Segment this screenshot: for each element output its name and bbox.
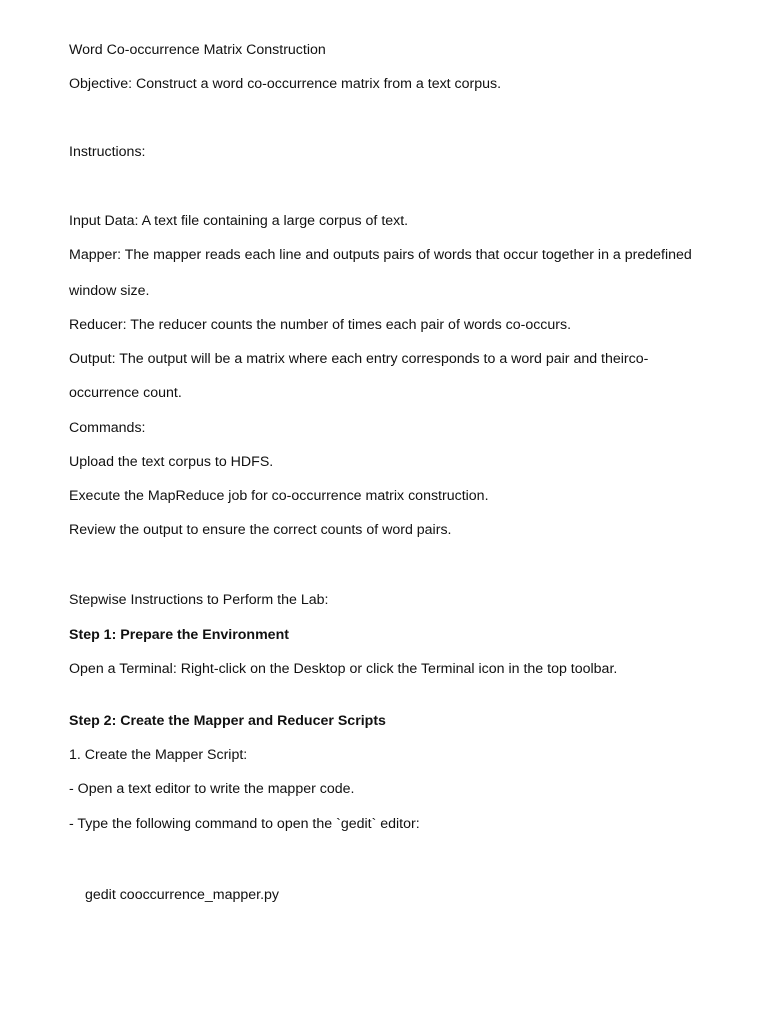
step2-heading: Step 2: Create the Mapper and Reducer Scripts <box>69 713 386 729</box>
objective-text: Objective: Construct a word co-occurrence matrix from a text corpus. <box>69 76 502 92</box>
command-item-1: Upload the text corpus to HDFS. <box>69 454 274 470</box>
mapper-text-line-1: Mapper: The mapper reads each line and outputs pairs of words that occur together in a predefined <box>69 247 692 263</box>
commands-heading: Commands: <box>69 420 146 436</box>
mapper-text-line-2: window size. <box>69 283 150 299</box>
code-command: gedit cooccurrence_mapper.py <box>85 887 280 903</box>
output-text-line-2: occurrence count. <box>69 385 182 401</box>
document-title: Word Co-occurrence Matrix Construction <box>69 42 326 58</box>
command-item-2: Execute the MapReduce job for co-occurrence matrix construction. <box>69 488 489 504</box>
output-text-line-1: Output: The output will be a matrix where each entry corresponds to a word pair and theirco- <box>69 351 649 367</box>
step2-item-1-b: - Type the following command to open the `gedit` editor: <box>69 816 420 832</box>
step1-text: Open a Terminal: Right-click on the Desktop or click the Terminal icon in the top toolbar. <box>69 661 618 677</box>
instructions-heading: Instructions: <box>69 144 146 160</box>
command-item-3: Review the output to ensure the correct counts of word pairs. <box>69 522 452 538</box>
reducer-text: Reducer: The reducer counts the number of times each pair of words co-occurs. <box>69 317 572 333</box>
step1-heading: Step 1: Prepare the Environment <box>69 627 289 643</box>
input-data-text: Input Data: A text file containing a large corpus of text. <box>69 213 409 229</box>
step2-item-1-a: - Open a text editor to write the mapper code. <box>69 781 355 797</box>
stepwise-heading: Stepwise Instructions to Perform the Lab: <box>69 592 329 608</box>
step2-item-1: 1. Create the Mapper Script: <box>69 747 248 763</box>
